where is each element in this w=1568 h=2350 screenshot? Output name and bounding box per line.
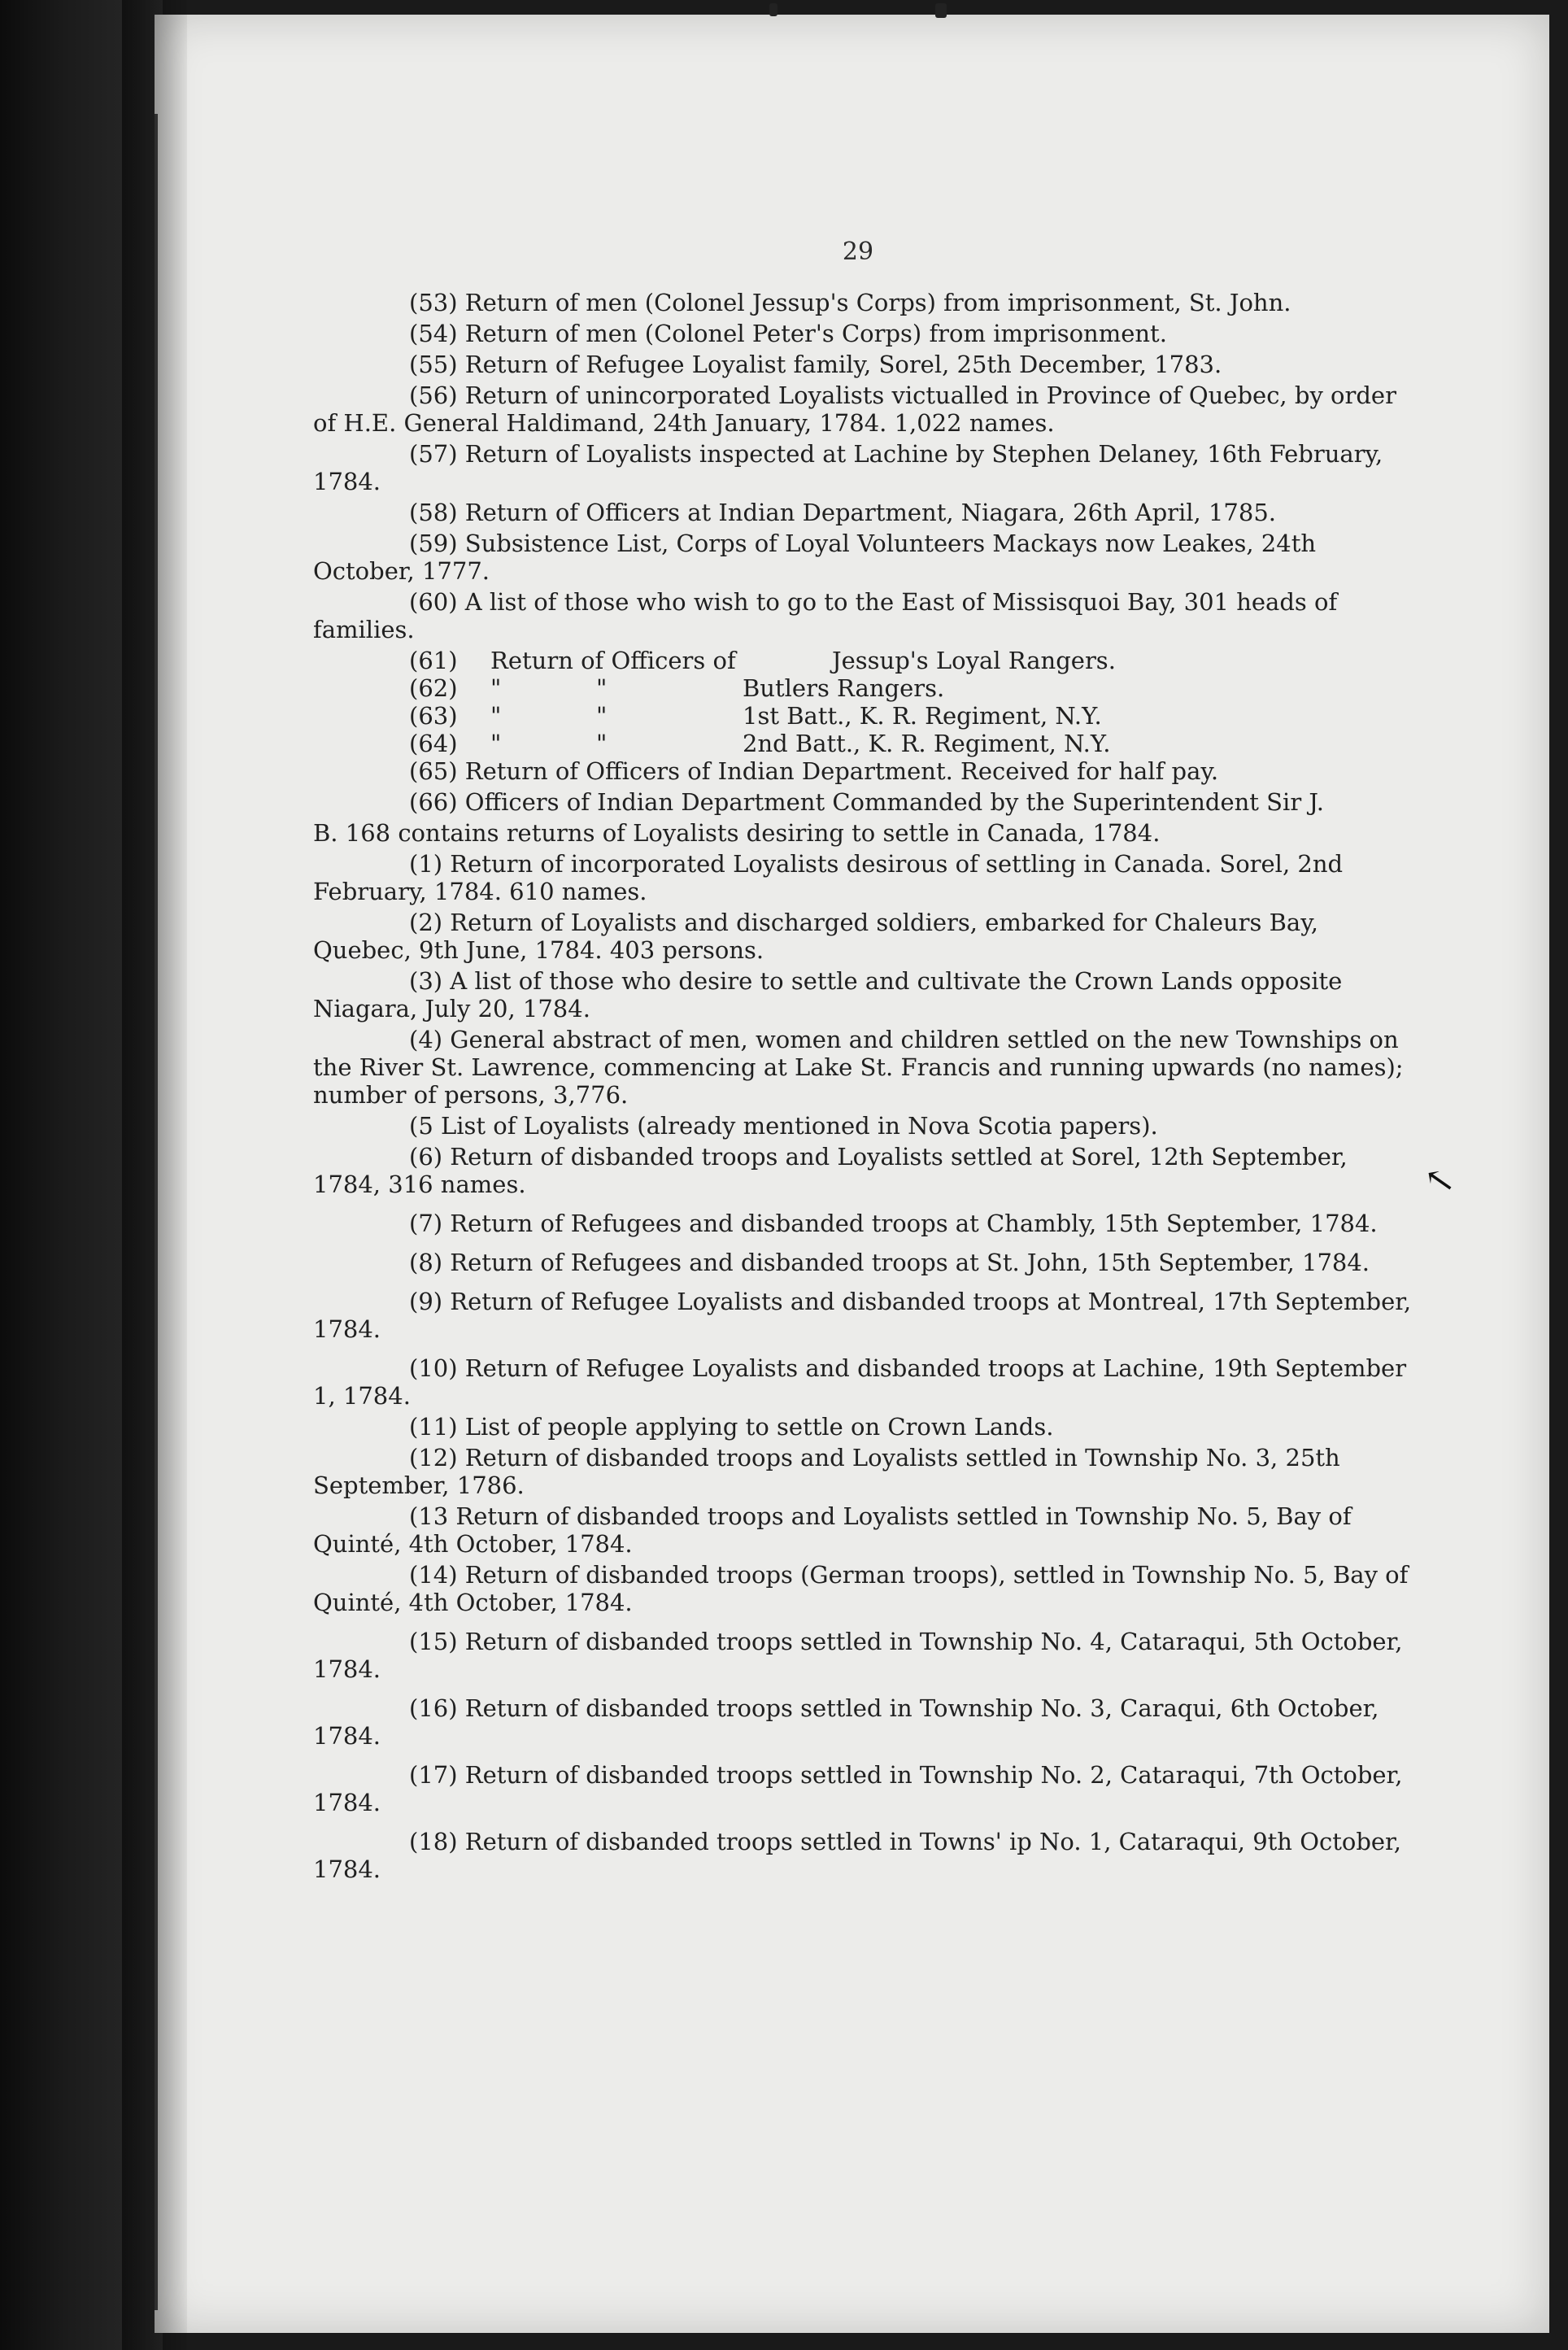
scan-speck bbox=[935, 3, 947, 18]
entry-17: (17) Return of disbanded troops settled in Township No. 2, Cataraqui, 7th October, 1784. bbox=[313, 1761, 1403, 1816]
entry-9: (9) Return of Refugee Loyalists and disbanded troops at Montreal, 17th September, 1784. bbox=[313, 1288, 1412, 1343]
row-lead: Return of Officers of bbox=[490, 647, 736, 674]
ditto-mark: " bbox=[596, 674, 608, 702]
entry-59: (59) Subsistence List, Corps of Loyal Volunteers Mackays now Leakes, 24th October, 1777. bbox=[313, 530, 1317, 585]
entry-4: (4) General abstract of men, women and children settled on the new Townships on the River St. Lawrence, commencing at Lake St. Francis and running upwards (no names); number of persons, 3,776. bbox=[313, 1026, 1404, 1109]
scan-speck bbox=[769, 3, 777, 16]
row-text: 1st Batt., K. R. Regiment, N.Y. bbox=[743, 702, 1102, 730]
entry-66: (66) Officers of Indian Department Commanded by the Superintendent Sir J. bbox=[409, 788, 1324, 816]
entry-10: (10) Return of Refugee Loyalists and disbanded troops at Lachine, 19th September 1, 1784. bbox=[313, 1354, 1407, 1410]
entry-60: (60) A list of those who wish to go to the East of Missisquoi Bay, 301 heads of families. bbox=[313, 588, 1338, 643]
entry-18: (18) Return of disbanded troops settled in Towns' ip No. 1, Cataraqui, 9th October, 1784. bbox=[313, 1828, 1401, 1883]
entry-12: (12) Return of disbanded troops and Loyalists settled in Township No. 3, 25th September, 1786. bbox=[313, 1444, 1340, 1499]
entry-b168: B. 168 contains returns of Loyalists desiring to settle in Canada, 1784. bbox=[313, 819, 1161, 847]
officer-return-row bbox=[313, 730, 1415, 757]
ditto-mark: " bbox=[490, 674, 502, 702]
entry-1: (1) Return of incorporated Loyalists desirous of settling in Canada. Sorel, 2nd February, 1784. 610 names. bbox=[313, 850, 1344, 905]
officer-return-row bbox=[313, 674, 1415, 702]
row-text: Jessup's Loyal Rangers. bbox=[832, 647, 1116, 674]
row-text: Butlers Rangers. bbox=[743, 674, 945, 702]
row-number: (63) bbox=[409, 702, 458, 730]
ditto-mark: " bbox=[490, 702, 502, 730]
left-margin-rule bbox=[153, 114, 158, 2310]
entry-7: (7) Return of Refugees and disbanded troops at Chambly, 15th September, 1784. bbox=[409, 1210, 1378, 1237]
entry-56: (56) Return of unincorporated Loyalists victualled in Province of Quebec, by order of H.E. General Haldimand, 24th January, 1784. 1,022 names. bbox=[313, 381, 1396, 437]
entry-57: (57) Return of Loyalists inspected at Lachine by Stephen Delaney, 16th February, 1784. bbox=[313, 440, 1383, 495]
entry-15: (15) Return of disbanded troops settled in Township No. 4, Cataraqui, 5th October, 1784. bbox=[313, 1628, 1403, 1683]
entry-53: (53) Return of men (Colonel Jessup's Corps) from imprisonment, St. John. bbox=[409, 289, 1291, 316]
entry-58: (58) Return of Officers at Indian Department, Niagara, 26th April, 1785. bbox=[409, 499, 1277, 526]
ditto-mark: " bbox=[596, 730, 608, 757]
entry-6: (6) Return of disbanded troops and Loyalists settled at Sorel, 12th September, 1784, 316 names. bbox=[313, 1143, 1348, 1198]
entry-16: (16) Return of disbanded troops settled in Township No. 3, Caraqui, 6th October, 1784. bbox=[313, 1694, 1379, 1750]
entry-8: (8) Return of Refugees and disbanded troops at St. John, 15th September, 1784. bbox=[409, 1249, 1370, 1276]
entry-11: (11) List of people applying to settle on Crown Lands. bbox=[409, 1413, 1054, 1441]
row-text: 2nd Batt., K. R. Regiment, N.Y. bbox=[743, 730, 1111, 757]
entry-2: (2) Return of Loyalists and discharged soldiers, embarked for Chaleurs Bay, Quebec, 9th June, 1784. 403 persons. bbox=[313, 909, 1318, 964]
entries-group-1 bbox=[313, 289, 1415, 643]
entry-55: (55) Return of Refugee Loyalist family, Sorel, 25th December, 1783. bbox=[409, 351, 1222, 378]
entry-65: (65) Return of Officers of Indian Department. Received for half pay. bbox=[409, 757, 1219, 785]
officer-returns-table bbox=[313, 647, 1415, 757]
entry-13: (13 Return of disbanded troops and Loyalists settled in Township No. 5, Bay of Quinté, 4th October, 1784. bbox=[313, 1502, 1352, 1558]
ditto-mark: " bbox=[596, 702, 608, 730]
ditto-mark: " bbox=[490, 730, 502, 757]
margin-arrow-mark: ↖ bbox=[1421, 1158, 1459, 1204]
row-number: (62) bbox=[409, 674, 458, 702]
entry-3: (3) A list of those who desire to settle and cultivate the Crown Lands opposite Niagara, July 20, 1784. bbox=[313, 967, 1343, 1022]
entry-list bbox=[313, 289, 1415, 1886]
entry-5: (5 List of Loyalists (already mentioned in Nova Scotia papers). bbox=[409, 1112, 1158, 1140]
row-number: (61) bbox=[409, 647, 458, 674]
entries-group-2 bbox=[313, 757, 1415, 1883]
row-number: (64) bbox=[409, 730, 458, 757]
officer-return-row bbox=[313, 702, 1415, 730]
entry-14: (14) Return of disbanded troops (German troops), settled in Township No. 5, Bay of Quinté, 4th October, 1784. bbox=[313, 1561, 1409, 1616]
page-number: 29 bbox=[842, 238, 874, 266]
entry-54: (54) Return of men (Colonel Peter's Corps) from imprisonment. bbox=[409, 320, 1167, 347]
officer-return-row bbox=[313, 647, 1415, 674]
